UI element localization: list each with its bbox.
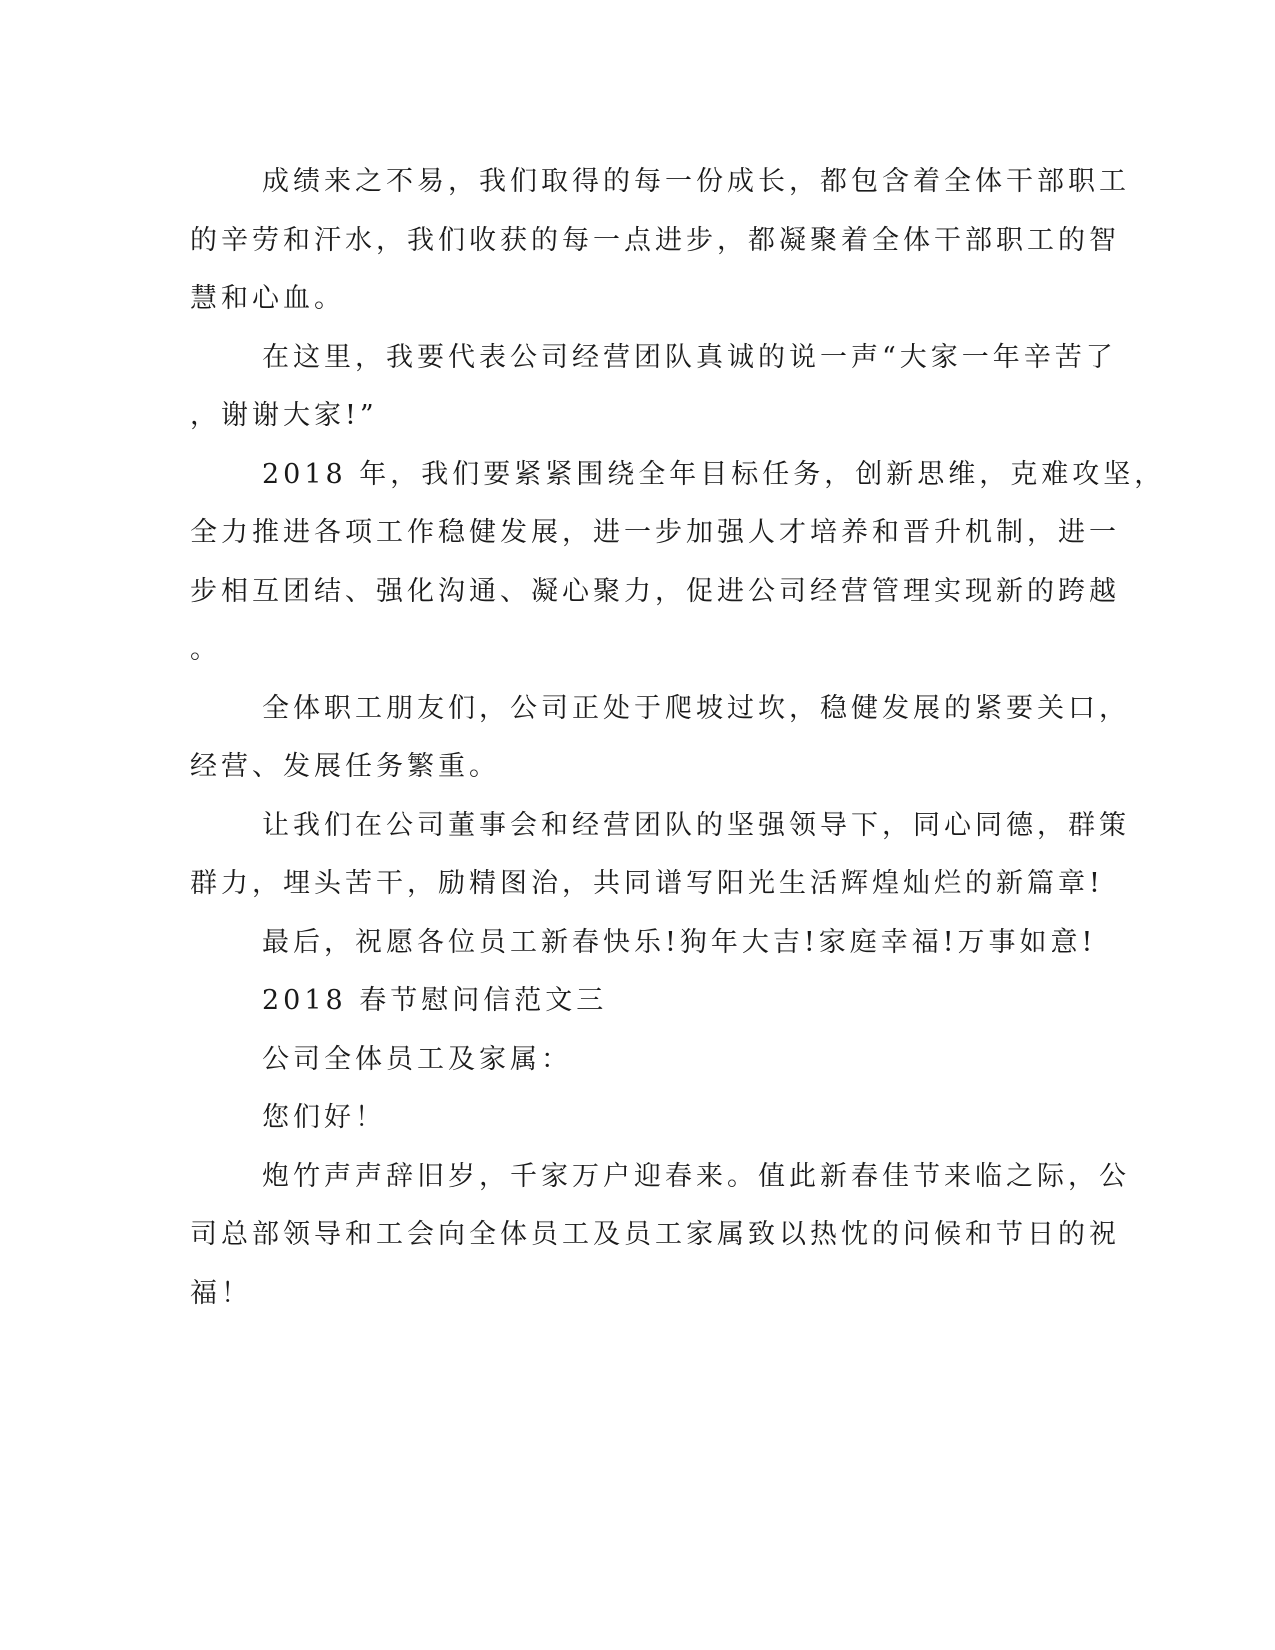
paragraph-6-line-1: 最后，祝愿各位员工新春快乐!狗年大吉!家庭幸福!万事如意! [262,927,1097,958]
paragraph-10-line-3: 福！ [190,1278,252,1309]
salutation: 公司全体员工及家属： [262,1044,572,1075]
paragraph-3-line-2: 全力推进各项工作稳健发展，进一步加强人才培养和晋升机制，进一 [190,517,1120,548]
paragraph-4-line-2: 经营、发展任务繁重。 [190,751,500,782]
paragraph-2-line-1: 在这里，我要代表公司经营团队真诚的说一声“大家一年辛苦了 [262,342,1117,373]
paragraph-4-line-1: 全体职工朋友们，公司正处于爬坡过坎，稳健发展的紧要关口， [262,693,1130,724]
paragraph-10-line-2: 司总部领导和工会向全体员工及员工家属致以热忱的问候和节日的祝 [190,1219,1120,1250]
greeting: 您们好！ [262,1102,386,1133]
paragraph-1-line-2: 的辛劳和汗水，我们收获的每一点进步，都凝聚着全体干部职工的智 [190,225,1120,256]
paragraph-5-line-1: 让我们在公司董事会和经营团队的坚强领导下，同心同德，群策 [262,810,1130,841]
paragraph-2-line-2: ，谢谢大家!” [190,400,378,431]
paragraph-3-line-1: 2018 年，我们要紧紧围绕全年目标任务，创新思维，克难攻坚， [262,459,1166,490]
paragraph-5-line-2: 群力，埋头苦干，励精图治，共同谱写阳光生活辉煌灿烂的新篇章! [190,868,1104,899]
paragraph-1-line-3: 慧和心血。 [190,283,345,314]
paragraph-3-line-4: 。 [190,634,221,665]
section-heading: 2018 春节慰问信范文三 [262,985,608,1016]
paragraph-3-line-3: 步相互团结、强化沟通、凝心聚力，促进公司经营管理实现新的跨越 [190,576,1120,607]
paragraph-1-line-1: 成绩来之不易，我们取得的每一份成长，都包含着全体干部职工 [262,166,1130,197]
paragraph-10-line-1: 炮竹声声辞旧岁，千家万户迎春来。值此新春佳节来临之际，公 [262,1161,1130,1192]
